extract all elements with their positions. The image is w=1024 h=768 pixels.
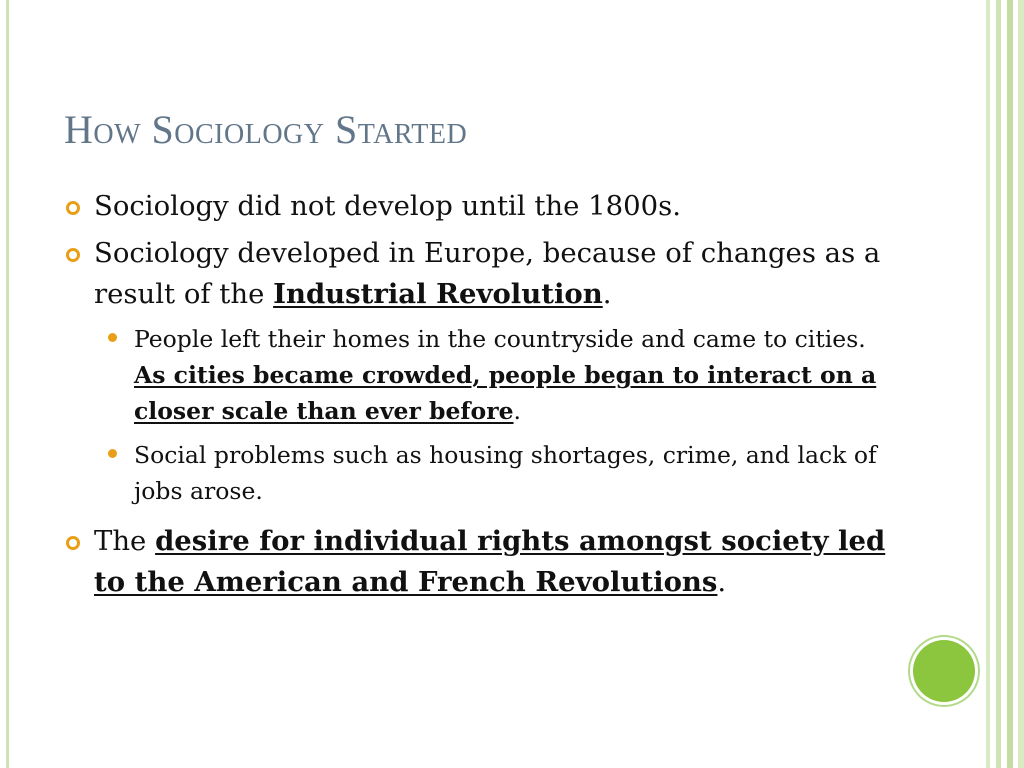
slide-title: How Sociology Started: [64, 107, 468, 152]
sub-bullet-text: Social problems such as housing shortages, crime, and lack of jobs arose.: [134, 441, 877, 505]
right-stripes-decoration: [980, 0, 1024, 768]
dot-bullet-icon: [108, 449, 117, 458]
green-circle-decoration: [913, 640, 975, 702]
bullet-text: The: [94, 525, 156, 557]
stripe: [1018, 0, 1024, 768]
sub-bullet-item: [64, 321, 894, 429]
bullet-item: [64, 186, 894, 227]
bullet-item: [64, 233, 894, 315]
ring-bullet-icon: [66, 248, 80, 262]
sub-bullet-text-end: .: [513, 397, 522, 425]
bullet-text-end: .: [602, 278, 612, 310]
bullet-text: Sociology developed in Europe, because of changes as a result of the: [94, 237, 881, 310]
sub-bullet-text: People left their homes in the countryside and came to cities.: [134, 325, 866, 353]
dot-bullet-icon: [108, 333, 117, 342]
left-border-decoration: [6, 0, 9, 768]
slide-content: [64, 186, 894, 609]
stripe: [1007, 0, 1013, 768]
sub-bullet-item: [64, 437, 894, 509]
ring-bullet-icon: [66, 536, 80, 550]
bullet-text-end: .: [717, 566, 727, 598]
sub-bullet-emphasis: As cities became crowded, people began to interact on a closer scale than ever before: [134, 361, 877, 425]
stripe: [986, 0, 990, 768]
stripe: [996, 0, 1001, 768]
bullet-text: Sociology did not develop until the 1800s.: [94, 190, 681, 222]
bullet-emphasis: Industrial Revolution: [273, 278, 603, 310]
sub-bullet-list: [64, 321, 894, 509]
bullet-emphasis: desire for individual rights amongst society led to the American and French Revolutions: [94, 525, 886, 598]
bullet-item: [64, 521, 894, 603]
ring-bullet-icon: [66, 201, 80, 215]
